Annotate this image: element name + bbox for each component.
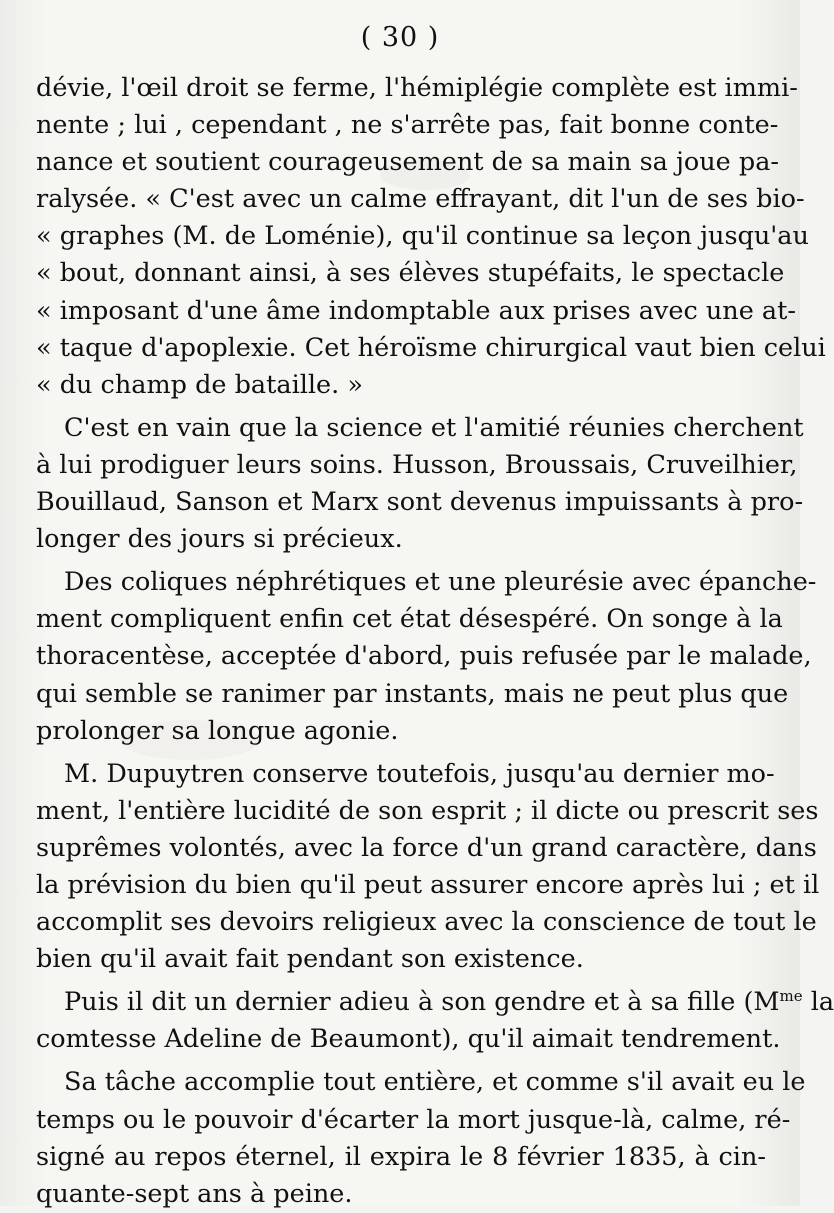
page-number: ( 30 ) [360, 22, 440, 53]
text-line: signé au repos éternel, il expira le 8 février 1835, à cin- [36, 1141, 766, 1172]
text-line: « du champ de bataille. » [36, 369, 363, 400]
text-line: bien qu'il avait fait pendant son existence. [36, 944, 584, 975]
text-line: Bouillaud, Sanson et Marx sont devenus impuissants à pro- [36, 487, 804, 518]
text-line: qui semble se ranimer par instants, mais ne peut plus que [36, 678, 789, 709]
text-line: Des coliques néphrétiques et une pleurésie avec épanche- [64, 567, 817, 598]
superscript: me [779, 987, 803, 1006]
text-line: M. Dupuytren conserve toutefois, jusqu'au dernier mo- [64, 758, 775, 789]
text-line: longer des jours si précieux. [36, 524, 403, 555]
text-line: nente ; lui , cependant , ne s'arrête pas, fait bonne conte- [36, 110, 779, 141]
body-text [36, 70, 834, 1213]
text-line: comtesse Adeline de Beaumont), qu'il aimait tendrement. [36, 1024, 781, 1055]
text-line: nance et soutient courageusement de sa main sa joue pa- [36, 147, 780, 178]
text-line: dévie, l'œil droit se ferme, l'hémiplégie complète est immi- [36, 73, 798, 103]
text-line: Puis il dit un dernier adieu à son gendre et à sa fille ($M^{me}$ la [64, 987, 834, 1018]
text-line: la prévision du bien qu'il peut assurer encore après lui ; et il [36, 869, 820, 900]
text-line: thoracentèse, acceptée d'abord, puis refusée par le malade, [36, 641, 812, 672]
text-line: temps ou le pouvoir d'écarter la mort jusque-là, calme, ré- [36, 1104, 791, 1135]
text-line: « imposant d'une âme indomptable aux prises avec une at- [36, 295, 796, 326]
text-line: accomplit ses devoirs religieux avec la conscience de tout le [36, 907, 817, 938]
text-line: ment, l'entière lucidité de son esprit ; il dicte ou prescrit ses [36, 795, 819, 826]
text-line: ralysée. « C'est avec un calme effrayant, dit l'un de ses bio- [36, 184, 805, 215]
text-line: Sa tâche accomplie tout entière, et comme s'il avait eu le [64, 1067, 806, 1098]
text-line: quante-sept ans à peine. [36, 1178, 353, 1209]
text-line: « taque d'apoplexie. Cet héroïsme chirurgical vaut bien celui [36, 332, 826, 363]
text-line: « bout, donnant ainsi, à ses élèves stupéfaits, le spectacle [36, 258, 785, 289]
text-line: « graphes (M. de Loménie), qu'il continue sa leçon jusqu'au [36, 221, 809, 252]
text-line: suprêmes volontés, avec la force d'un grand caractère, dans [36, 832, 817, 863]
text-line: ment compliquent enfin cet état désespéré. On songe à la [36, 604, 783, 635]
text-line: C'est en vain que la science et l'amitié réunies cherchent [64, 412, 804, 443]
text-line: à lui prodiguer leurs soins. Husson, Broussais, Cruveilhier, [36, 449, 798, 480]
text-line: prolonger sa longue agonie. [36, 715, 399, 746]
